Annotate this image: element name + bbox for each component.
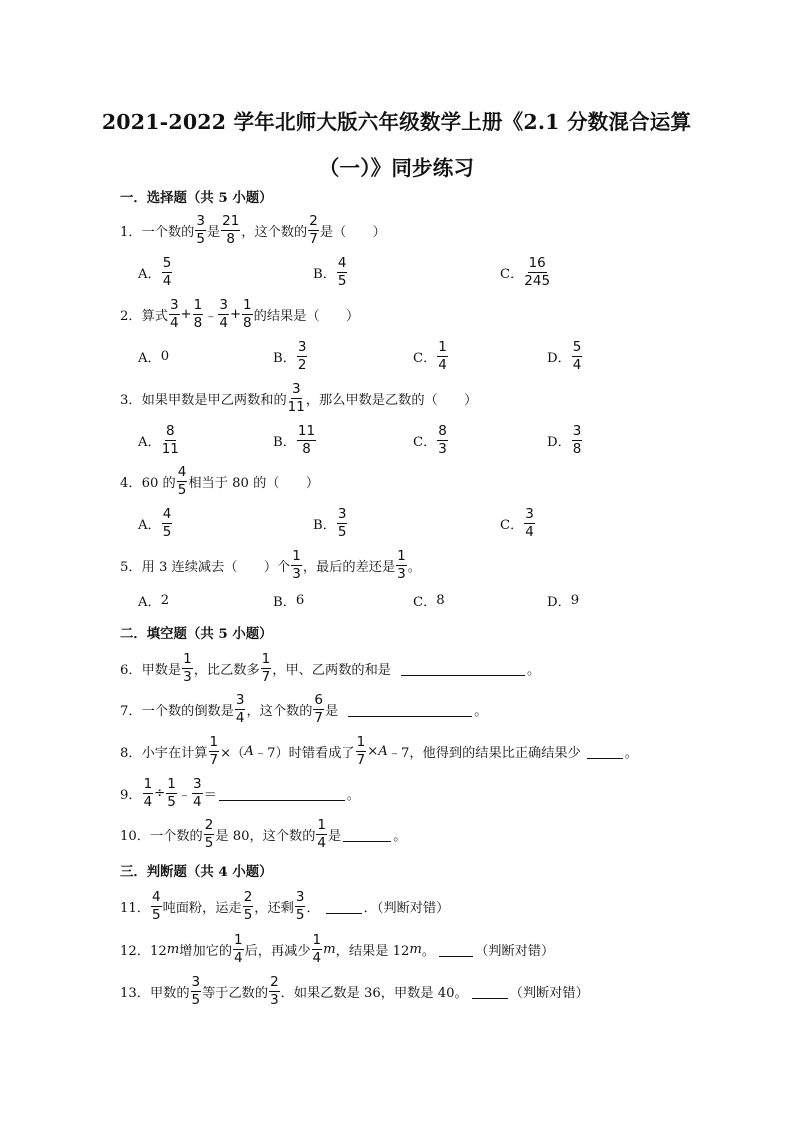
fraction: 21 8 — [222, 212, 240, 247]
option-a[interactable]: A． 4 5 — [138, 505, 172, 540]
fraction: 3 4 — [169, 296, 179, 331]
option-b[interactable]: B． 6 — [273, 592, 305, 610]
fraction: 8 3 — [438, 422, 447, 457]
fraction: 4 5 — [177, 463, 187, 498]
question-11: 11． 4 5 吨面粉，运走 2 5 ，还剩 3 5 ． ．（判断对错） — [120, 888, 450, 923]
question-text: 是（ ） — [319, 224, 386, 240]
fraction: 3 2 — [297, 338, 307, 373]
option-a[interactable]: A． 0 — [138, 348, 170, 366]
option-d[interactable]: D． 5 4 — [547, 338, 582, 373]
answer-blank[interactable] — [401, 661, 525, 676]
fraction: 2 5 — [243, 888, 253, 923]
question-4: 4．60 的 4 5 相当于 80 的（ ） — [120, 463, 320, 498]
fraction: 1 3 — [183, 650, 192, 685]
fraction: 1 4 — [234, 931, 243, 966]
fraction: 1 4 — [438, 338, 447, 373]
fraction: 3 4 — [219, 296, 228, 331]
fraction: 1 4 — [312, 931, 322, 966]
option-a[interactable]: A． 2 — [138, 592, 170, 610]
fraction: 3 5 — [191, 973, 201, 1008]
option-d[interactable]: D． 3 8 — [547, 422, 582, 457]
answer-blank[interactable] — [343, 827, 391, 842]
question-9: 9． $\frac{1}{4}$ ÷ $\frac{1}{5}$ ﹣ 3 4 ＝ 。 — [120, 775, 360, 810]
fraction: 1 4 — [317, 816, 327, 851]
fraction: $\frac{1}{8}$ — [243, 296, 252, 331]
fraction: 4 5 — [337, 254, 347, 289]
fraction: 1 7 — [261, 650, 271, 685]
fraction: 1 3 — [292, 547, 301, 582]
option-b[interactable]: B． 3 5 — [313, 505, 347, 540]
fraction: 2 5 — [204, 816, 214, 851]
section-heading-choice: 一．选择题（共 5 小题） — [120, 189, 273, 206]
fraction: 1 3 — [397, 547, 406, 582]
fraction: $\frac{1}{4}$ — [143, 775, 153, 810]
page-title-line2: （一）》同步练习 — [318, 156, 475, 180]
question-7: 7．一个数的倒数是 3 4 ，这个数的 6 7 是 。 — [120, 691, 488, 726]
fraction: 11 8 — [297, 422, 316, 457]
option-a[interactable]: A． 8 11 — [138, 422, 179, 457]
question-text: ，这个数的 — [241, 224, 308, 240]
question-text: 1．一个数的 — [120, 224, 195, 240]
option-d[interactable]: D． 9 — [547, 592, 580, 610]
option-c[interactable]: C． 1 4 — [413, 338, 447, 373]
answer-blank[interactable] — [472, 984, 508, 999]
question-2: 2．算式 3 4 + $\frac{1}{8}$ ﹣ 3 4 + $\frac{1}{8}$ 的结果是（ ） — [120, 296, 360, 331]
fraction: 3 5 — [196, 212, 205, 247]
answer-blank[interactable] — [219, 786, 345, 801]
fraction: 3 5 — [295, 888, 305, 923]
page-title-line1: 2021-2022 学年北师大版六年级数学上册《2.1 分数混合运算 — [101, 110, 692, 134]
option-c[interactable]: C． 16 245 — [500, 254, 551, 289]
question-3: 3．如果甲数是甲乙两数和的 3 11 ，那么甲数是乙数的（ ） — [120, 380, 478, 415]
fraction: 4 5 — [151, 888, 161, 923]
question-10: 10．一个数的 2 5 是 80，这个数的 1 4 是 。 — [120, 816, 407, 851]
fraction: 2 3 — [270, 973, 279, 1008]
option-b[interactable]: B． 3 2 — [273, 338, 307, 373]
fraction: 3 11 — [287, 380, 305, 415]
option-b[interactable]: B． 11 8 — [273, 422, 316, 457]
question-6: 6．甲数是 1 3 ，比乙数多 1 7 ，甲、乙两数的和是 。 — [120, 650, 541, 685]
fraction: 3 4 — [193, 775, 202, 810]
option-c[interactable]: C． 8 — [413, 592, 445, 610]
option-c[interactable]: C． 3 4 — [500, 505, 534, 540]
answer-blank[interactable] — [439, 942, 473, 957]
fraction: 16 245 — [524, 254, 551, 289]
fraction: 3 5 — [337, 505, 347, 540]
question-12: 12．12 m 增加它的 1 4 后，再减少 1 4 m ，结果是 12 m 。 （判断对错） — [120, 931, 555, 966]
fraction: $\frac{1}{7}$ — [356, 733, 366, 768]
fraction: 3 4 — [235, 691, 245, 726]
question-5: 5．用 3 连续减去（ ）个 1 3 ，最后的差还是 1 3 。 — [120, 547, 421, 582]
fraction: 6 7 — [314, 691, 324, 726]
fraction: 4 5 — [162, 505, 172, 540]
fraction: 3 8 — [572, 422, 582, 457]
fraction: $\frac{1}{7}$ — [209, 733, 219, 768]
answer-blank[interactable] — [587, 744, 623, 759]
answer-blank[interactable] — [326, 899, 362, 914]
fraction: $\frac{1}{5}$ — [167, 775, 176, 810]
fraction: 5 4 — [162, 254, 172, 289]
question-13: 13．甲数的 3 5 等于乙数的 2 3 ．如果乙数是 36，甲数是 40。 （判断对错） — [120, 973, 589, 1008]
option-c[interactable]: C． 8 3 — [413, 422, 447, 457]
option-b[interactable]: B． 4 5 — [313, 254, 347, 289]
fraction: $\frac{1}{8}$ — [193, 296, 203, 331]
question-1 — [120, 210, 386, 250]
fraction: 8 11 — [161, 422, 179, 457]
answer-blank[interactable] — [348, 702, 472, 717]
section-heading-judge: 三．判断题（共 4 小题） — [120, 863, 273, 880]
fraction: 3 4 — [525, 505, 534, 540]
section-heading-fill: 二．填空题（共 5 小题） — [120, 625, 273, 642]
option-a[interactable]: A． 5 4 — [138, 254, 172, 289]
fraction: 2 7 — [309, 212, 318, 247]
question-text: 是 — [206, 224, 221, 240]
question-8: 8．小宇在计算 $\frac{1}{7}$ ×（ A ﹣7）时错看成了 $\frac{1}{7}$ × A ﹣7，他得到的结果比正确结果少 。 — [120, 733, 638, 768]
fraction: 5 4 — [572, 338, 582, 373]
